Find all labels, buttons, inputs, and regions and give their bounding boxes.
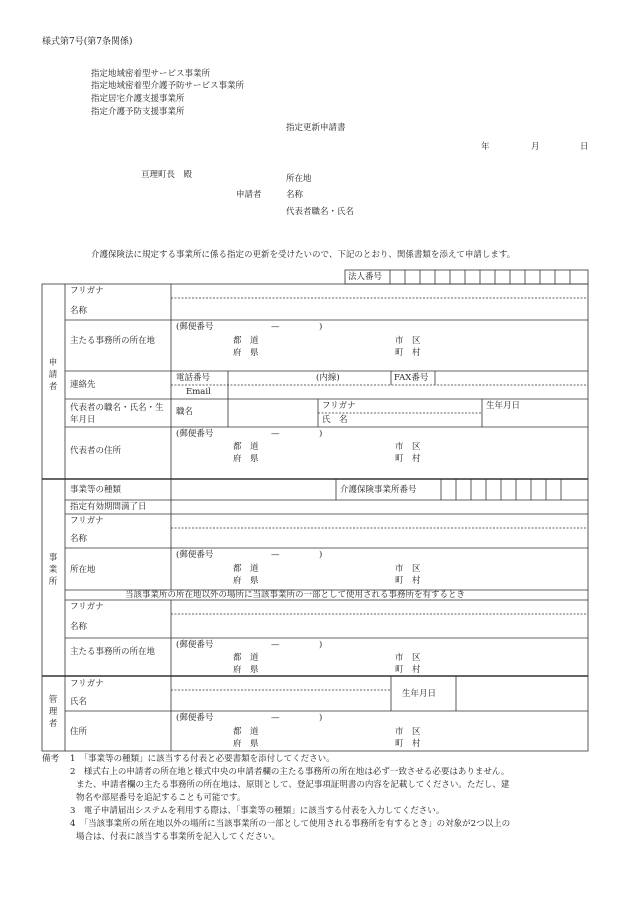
postal-code-label: (郵便番号	[176, 640, 214, 650]
postal-close: )	[319, 322, 323, 332]
expiry-label: 指定有効期間満了日	[70, 502, 147, 512]
postal-close: )	[319, 550, 323, 560]
prefecture-fu-ken: 府 県	[233, 454, 259, 464]
name-label: 名称	[70, 534, 88, 544]
city-shi-ku: 市 区	[395, 564, 421, 574]
prefecture-fu-ken: 府 県	[233, 739, 259, 749]
town-cho-son: 町 村	[395, 454, 421, 464]
extension-label: (内線)	[316, 373, 340, 383]
category-line: 指定居宅介護支援事業所	[91, 94, 185, 104]
applicant-address-label: 所在地	[286, 174, 312, 184]
category-line: 指定地域密着型介護予防サービス事業所	[91, 81, 245, 91]
intro-text: 介護保険法に規定する事業所に係る指定の更新を受けたいので、下記のとおり、関係書類を添えて申請します。	[91, 250, 516, 260]
prefecture-to-do: 都 道	[233, 442, 259, 452]
furigana-label: フリガナ	[70, 602, 104, 612]
applicant-label: 申請者	[236, 190, 262, 200]
note-1: 1 「事業等の種類」に該当する付表と必要書類を添付してください。	[70, 754, 335, 764]
prefecture-fu-ken: 府 県	[233, 665, 259, 675]
city-shi-ku: 市 区	[395, 653, 421, 663]
postal-code-label: (郵便番号	[176, 713, 214, 723]
postal-close: )	[319, 429, 323, 439]
note-2: 2 様式右上の申請者の所在地と様式中央の申請者欄の主たる事務所の所在地は必ず一致させる必要はありません。	[70, 767, 510, 777]
rep-furigana-label: フリガナ	[322, 401, 356, 411]
prefecture-fu-ken: 府 県	[233, 348, 259, 358]
birthdate-label: 生年月日	[486, 401, 521, 411]
town-cho-son: 町 村	[395, 665, 421, 675]
other-office-note: 当該事業所の所在地以外の場所に当該事業所の一部として使用される事務所を有するとき	[125, 590, 466, 600]
representative-info-label: 代表者の職名・氏名・生年月日	[70, 403, 164, 425]
addressee: 亘理町長 殿	[141, 170, 193, 180]
city-shi-ku: 市 区	[395, 442, 421, 452]
manager-name-label: 氏名	[70, 697, 88, 707]
prefecture-to-do: 都 道	[233, 336, 259, 346]
town-cho-son: 町 村	[395, 348, 421, 358]
note-2-cont: 物名や部屋番号を追記することも可能です。	[76, 793, 246, 803]
applicant-name-label: 名称	[286, 190, 304, 200]
phone-label: 電話番号	[176, 373, 211, 383]
city-shi-ku: 市 区	[395, 336, 421, 346]
furigana-label: フリガナ	[70, 286, 104, 296]
city-shi-ku: 市 区	[395, 727, 421, 737]
rep-address-label: 代表者の住所	[70, 446, 122, 456]
fax-label: FAX番号	[394, 373, 429, 383]
notes-label: 備考	[42, 754, 60, 764]
category-line: 指定地域密着型サービス事業所	[91, 69, 211, 79]
name-label: 名称	[70, 622, 88, 632]
form-title: 指定更新申請書	[286, 123, 346, 133]
representative-label: 代表者職名・氏名	[286, 207, 355, 217]
furigana-label: フリガナ	[70, 679, 104, 689]
postal-code-label: (郵便番号	[176, 550, 214, 560]
email-label: Email	[186, 387, 211, 397]
business-kind-label: 事業等の種類	[70, 485, 122, 495]
postal-close: )	[319, 713, 323, 723]
form-number: 様式第7号(第7条関係)	[42, 37, 133, 47]
furigana-label: フリガナ	[70, 516, 104, 526]
prefecture-to-do: 都 道	[233, 727, 259, 737]
date-month: 月	[531, 142, 540, 152]
location-label: 所在地	[70, 565, 96, 575]
date-year: 年	[481, 142, 490, 152]
name-label: 名称	[70, 306, 88, 316]
postal-close: )	[319, 640, 323, 650]
note-4: 4 「当該事業所の所在地以外の場所に当該事業所の一部として使用される事務所を有するとき」の対象が2つ以上の	[70, 819, 511, 829]
postal-code-label: (郵便番号	[176, 322, 214, 332]
rep-name-label: 氏 名	[322, 415, 348, 425]
office-number-label: 介護保険事業所番号	[340, 485, 417, 495]
manager-address-label: 住所	[70, 727, 88, 737]
main-office-label: 主たる事務所の所在地	[70, 336, 156, 346]
postal-dash: —	[271, 640, 280, 650]
prefecture-to-do: 都 道	[233, 653, 259, 663]
date-day: 日	[580, 142, 589, 152]
contact-label: 連絡先	[70, 380, 96, 390]
manager-side-label: 管理者	[48, 695, 58, 729]
postal-code-label: (郵便番号	[176, 429, 214, 439]
note-2-cont: また、申請者欄の主たる事務所の所在地は、原則として、登記事項証明書の内容を記載してください。ただし、建	[76, 780, 510, 790]
birthdate-label: 生年月日	[402, 689, 437, 699]
postal-dash: —	[271, 429, 280, 439]
postal-dash: —	[271, 713, 280, 723]
category-line: 指定介護予防支援事業所	[91, 107, 185, 117]
corporate-number-label: 法人番号	[348, 272, 383, 282]
prefecture-to-do: 都 道	[233, 564, 259, 574]
applicant-side-label: 申請者	[48, 358, 58, 392]
note-3: 3 電子申請届出システムを利用する際は、「事業等の種類」に該当する付表を入力してください。	[70, 806, 445, 816]
note-4-cont: 場合は、付表に該当する事業所を記入してください。	[76, 832, 281, 842]
post-title-label: 職名	[176, 407, 194, 417]
office-side-label: 事業所	[48, 553, 58, 587]
town-cho-son: 町 村	[395, 576, 421, 586]
main-office-label: 主たる事務所の所在地	[70, 647, 156, 657]
town-cho-son: 町 村	[395, 739, 421, 749]
postal-dash: —	[271, 322, 280, 332]
prefecture-fu-ken: 府 県	[233, 576, 259, 586]
postal-dash: —	[271, 550, 280, 560]
